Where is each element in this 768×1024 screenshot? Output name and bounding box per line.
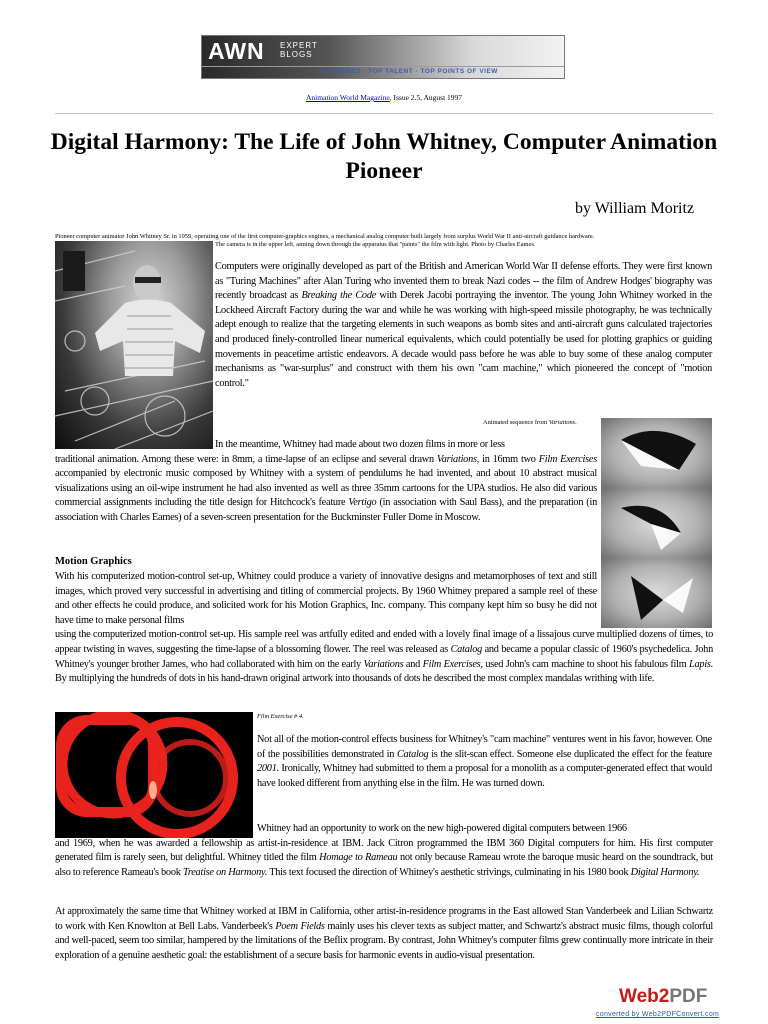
converted-by-link[interactable]: converted by Web2PDFConvert.com — [596, 1011, 720, 1018]
variations-sequence-photo — [601, 418, 712, 628]
paragraph-4: Not all of the motion-control effects business for Whitney's "cam machine" ventures went in his favor, however. One of the possibilities demonstrated in Catalog is the slit-scan effect. Someone else duplicated the effect for the feature 2001. Ironically, Whitney had submitted to them a proposal for a monolith as a computer-generated effect that would have looked different from anything else in the film. He was turned down. — [257, 734, 712, 789]
article-title: Digital Harmony: The Life of John Whitney, Computer Animation Pioneer — [50, 129, 718, 184]
paragraph-1: Computers were originally developed as part of the British and American World War II defense efforts. They were first known as "Turing Machines" after Alan Turing who invented them to break Nazi codes -- the film of Andrew Hodges' biography was recently broadcast as Breaking the Code with Derek Jacobi portraying the inventor. The young John Whitney worked in the Lockheed Aircraft Factory during the war and while he was working with high-speed missile photography, he was technically adept enough to realize that the targeting elements in such weapons as bomb sites and anti-aircraft guns calculated trajectories and produced finely-controlled linear numerical equivalents, which could potentially be used for plotting graphics or guiding movements in peacetime artistic endeavors. A decade would pass before he was able to buy some of these analog computer mechanisms as "war-surplus" and construct with them his own "cam machine," which pioneered the concept of "motion control." — [215, 261, 712, 389]
awn-banner[interactable] — [201, 35, 565, 79]
whitney-photo — [55, 241, 213, 449]
magazine-link[interactable]: Animation World Magazine — [305, 93, 390, 102]
expert-blogs-label: EXPERT BLOGS — [280, 41, 318, 59]
byline: by William Moritz — [575, 200, 695, 217]
paragraph-5-lead: Whitney had an opportunity to work on the new high-powered digital computers between 1966 — [257, 823, 627, 834]
photo-caption-2: Animated sequence from Variations. — [483, 419, 577, 426]
header-divider — [55, 113, 713, 114]
paragraph-3: using the computerized motion-control set-up. His sample reel was artfully edited and ended with a lovely final image of a lissajous curve multiplied dozens of times, to appear twisting in waves, suggesting the time-lapse of a blossoming flower. The reel was released as Catalog and became a popular classic of 1960's psychedelica. John Whitney's younger brother James, who had collaborated with him on the early Variations and Film Exercises, used John's cam machine to shoot his fabulous film Lapis. By multiplying the hundreds of dots in his hand-drawn original artwork into thousands of dots he described the most complex mandalas writhing with life. — [55, 629, 714, 685]
issue-line — [0, 93, 768, 103]
paragraph-6: At approximately the same time that Whitney worked at IBM in California, other artist-in-residence programs in the East allowed Stan Vanderbeek and Lilian Schwartz to work with Ken Knowlton at Bell Labs. Vanderbeek's Poem Fields mainly uses his clever texts as subject matter, and Schwartz's abstract music films, though colorful and well-paced, seem too similar, hampered by the limitations of the Beflix program. By contrast, John Whitney's computer films grew continually more intricate in their exploration of a genuine aesthetic goal: the establishment of a secure basis for harmonic events in audio-visual presentation. — [55, 906, 713, 961]
photo-caption-1-cont: The camera is in the upper left, aiming down through the apparatus that "paints" the film with light. Photo by Charles Eames. — [215, 241, 536, 248]
paragraph-2: traditional animation. Among these were: in 8mm, a time-lapse of an eclipse and several drawn Variations, in 16mm two Film Exercises accompanied by electronic music composed by Whitney with a system of pendulums he had invented, and about 10 abstract musical visualizations using an oil-wipe instrument he had also invented as well as three 35mm cartoons for the UPA studios. He also did various commercial assignments including the title design for Hitchcock's feature Vertigo (in association with Saul Bass), and the preparation (in association with Charles Eames) of a seven-screen presentation for the Buckminster Fuller Dome in Moscow. — [55, 453, 597, 523]
awn-logo: AWN — [208, 38, 265, 64]
photo-caption-1: Pioneer computer animator John Whitney Sr. in 1959, operating one of the first computer-graphics engines, a mechanical analog computer built largely from surplus World War II anti-aircraft guidance hardware. — [55, 233, 595, 240]
banner-tagline: TOP NAMES · TOP TALENT · TOP POINTS OF VIEW — [318, 68, 498, 75]
section-heading-motion-graphics: Motion Graphics — [55, 556, 132, 567]
paragraph-5: and 1969, when he was awarded a fellowship as artist-in-residence at IBM. Jack Citron programmed the IBM 360 Digital computers for him. His first computer generated film is rarely seen, but delightful. Whitney titled the film Homage to Rameau not only because Rameau wrote the baroque music heard on the soundtrack, but also to reference Rameau's book Treatise on Harmony. This text focused the direction of Whitney's aesthetic strivings, culminating in his 1980 book Digital Harmony. — [55, 837, 713, 878]
photo-caption-3: Film Exercise # 4. — [257, 713, 304, 720]
issue-info: , Issue 2.5, August 1997 — [389, 93, 463, 102]
paragraph-3-lead: With his computerized motion-control set-up, Whitney could produce a variety of innovative designs and metamorphoses of text and still images, which proved very successful in advertising and titling of commercial projects. By 1960 Whitney prepared a sample reel of these and other effects he could produce, and solicited work for his Motion Graphics, Inc. company. This company kept him so busy he did not have time to make personal films — [55, 571, 597, 626]
paragraph-2-lead: In the meantime, Whitney had made about two dozen films in more or less — [215, 439, 505, 450]
web2pdf-logo[interactable]: Web2PDF — [619, 986, 708, 1007]
film-exercise-photo — [55, 712, 253, 838]
